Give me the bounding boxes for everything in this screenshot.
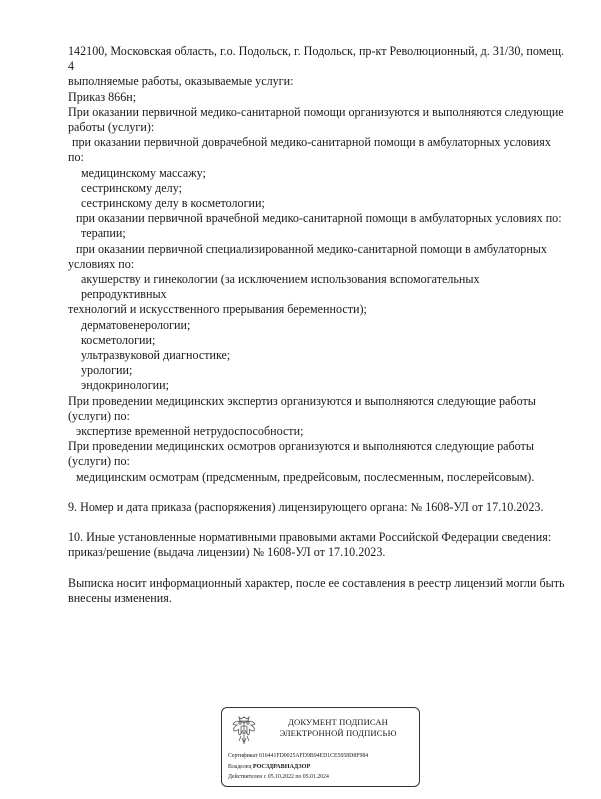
- validity-value: с 05.10.2022 по 05.01.2024: [263, 773, 329, 780]
- spec-heading-1: при оказании первичной специализированной медико-санитарной помощи в амбулаторных: [76, 241, 547, 256]
- exams-intro-2: (услуги) по:: [68, 454, 130, 469]
- prevrach-heading-2: по:: [68, 150, 84, 165]
- owner-label: Владелец: [228, 763, 252, 770]
- primary-intro-1: При оказании первичной медико-санитарной помощи организуются и выполняются следующие: [68, 104, 564, 119]
- list-item: ультразвуковой диагностике;: [81, 348, 231, 363]
- document-body: [68, 44, 568, 606]
- validity-row: [228, 773, 416, 783]
- primary-intro-2: работы (услуги):: [68, 120, 155, 135]
- certificate-label: Сертификат: [228, 753, 258, 759]
- prevrach-heading-1: при оказании первичной доврачебной медико-санитарной помощи в амбулаторных условиях: [72, 135, 551, 150]
- works-heading: выполняемые работы, оказываемые услуги:: [68, 74, 294, 89]
- validity-label: Действителен: [228, 773, 263, 780]
- signature-details: [228, 752, 416, 782]
- section-9: 9. Номер и дата приказа (распоряжения) лицензирующего органа: № 1608-УЛ от 17.10.2023.: [68, 499, 544, 514]
- list-item: акушерству и гинекологии (за исключением использования вспомогательных репродуктивных: [81, 272, 480, 302]
- list-item: медицинскому массажу;: [81, 165, 206, 180]
- vrach-heading: при оказании первичной врачебной медико-санитарной помощи в амбулаторных условиях по:: [76, 211, 562, 226]
- list-item: сестринскому делу;: [81, 180, 182, 195]
- list-item: сестринскому делу в косметологии;: [81, 196, 265, 211]
- section-10-line-1: 10. Иные установленные нормативными правовыми актами Российской Федерации сведения:: [68, 530, 552, 545]
- certificate-row: [228, 752, 416, 762]
- section-10-line-2: приказ/решение (выдача лицензии) № 1608-УЛ от 17.10.2023.: [68, 545, 386, 560]
- address-line-2: 4: [68, 59, 75, 74]
- signature-title-2: ЭЛЕКТРОННОЙ ПОДПИСЬЮ: [279, 727, 397, 738]
- owner-value: РОСЗДРАВНАДЗОР: [252, 762, 311, 770]
- order-number: Приказ 866н;: [68, 89, 137, 104]
- list-item-cont: технологий и искусственного прерывания беременности);: [68, 302, 367, 317]
- certificate-value: 016441FD0025AFD9B94ED1CE5058D8F984: [258, 753, 369, 759]
- list-item: медицинским осмотрам (предсменным, предрейсовым, послесменным, послерейсовым).: [76, 469, 535, 484]
- coat-of-arms-icon: [230, 714, 258, 748]
- list-item: урологии;: [81, 363, 133, 378]
- exams-intro-1: При проведении медицинских осмотров организуются и выполняются следующие работы: [68, 439, 534, 454]
- spec-heading-2: условиях по:: [68, 256, 135, 271]
- expertise-intro-2: (услуги) по:: [68, 408, 130, 423]
- notice-line-2: внесены изменения.: [68, 590, 172, 605]
- list-item: экспертизе временной нетрудоспособности;: [76, 424, 304, 439]
- notice-line-1: Выписка носит информационный характер, после ее составления в реестр лицензий могли быть: [68, 575, 565, 590]
- signature-title: [262, 717, 414, 738]
- owner-row: [228, 762, 416, 773]
- signature-title-1: ДОКУМЕНТ ПОДПИСАН: [288, 717, 388, 727]
- list-item: косметологии;: [81, 332, 156, 347]
- list-item: дерматовенерологии;: [81, 317, 191, 332]
- expertise-intro-1: При проведении медицинских экспертиз организуются и выполняются следующие работы: [68, 393, 536, 408]
- electronic-signature-stamp: [221, 707, 420, 787]
- list-item: эндокринологии;: [81, 378, 169, 393]
- address-line-1: 142100, Московская область, г.о. Подольск, г. Подольск, пр-кт Революционный, д. 31/30, помещ.: [68, 44, 565, 58]
- list-item: терапии;: [81, 226, 126, 241]
